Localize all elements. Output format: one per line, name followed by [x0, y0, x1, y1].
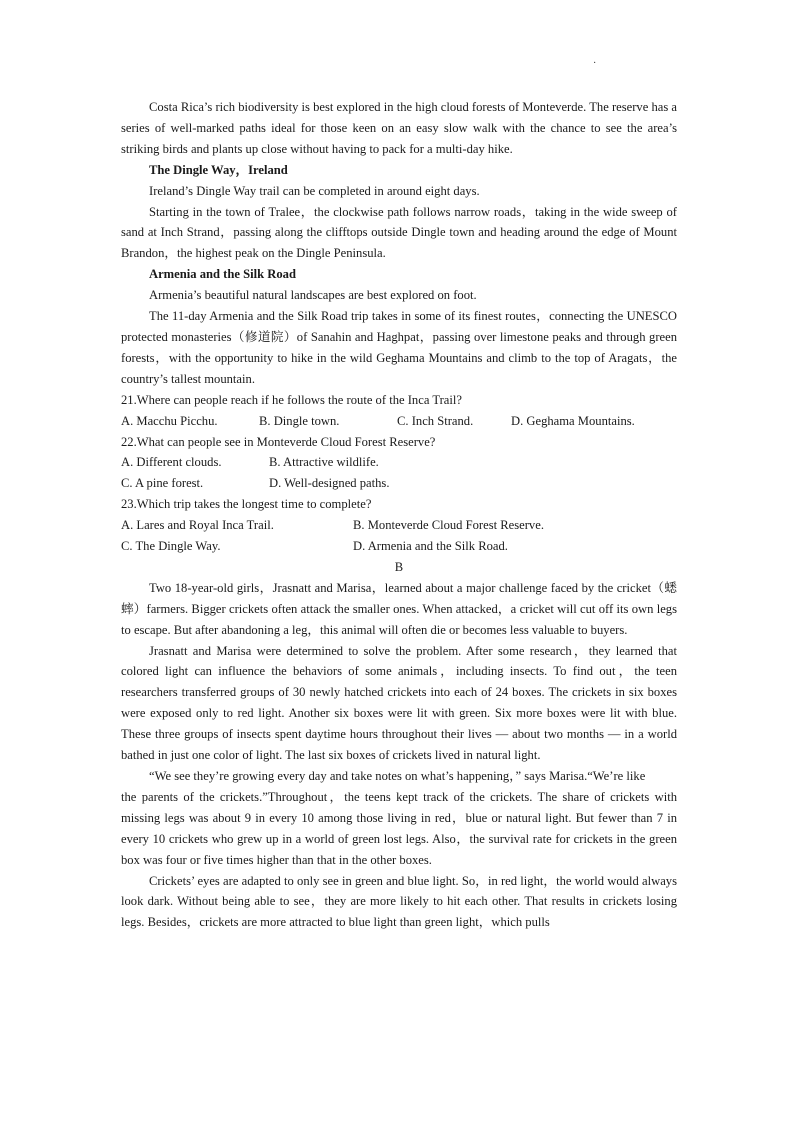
- option-22-d: D. Well-designed paths.: [269, 476, 390, 491]
- passage-a-paragraph-armenia-route: The 11-day Armenia and the Silk Road trip takes in some of its finest routes，connecting the UNESCO protected monasteries（修道院）of Sanahin and Haghpat，passing over limestone peaks and through green forests，with the opportunity to hike in the wild Geghama Mountains and climb to the top of Aragats，the country’s tallest mountain.: [121, 309, 677, 386]
- passage-a-paragraph-dingle-intro: Ireland’s Dingle Way trail can be completed in around eight days.: [149, 183, 480, 198]
- question-22: 22.What can people see in Monteverde Cloud Forest Reserve?: [121, 434, 436, 449]
- page-content: [121, 97, 677, 933]
- option-23-c: C. The Dingle Way.: [121, 539, 221, 554]
- heading-armenia: Armenia and the Silk Road: [149, 267, 296, 282]
- option-23-a: A. Lares and Royal Inca Trail.: [121, 518, 274, 533]
- option-21-b: B. Dingle town.: [259, 413, 340, 428]
- question-21: 21.Where can people reach if he follows the route of the Inca Trail?: [121, 392, 462, 407]
- question-21-options: [121, 411, 677, 432]
- passage-b-paragraph-3-start: “We see they’re growing every day and take notes on what’s happening，” says Marisa.“We’re like: [149, 769, 646, 783]
- question-23-options-row-1: [121, 515, 677, 536]
- question-22-options-row-2: [121, 473, 677, 494]
- passage-a-paragraph-monteverde: Costa Rica’s rich biodiversity is best explored in the high cloud forests of Monteverde. The reserve has a series of well-marked paths ideal for those keen on an easy slow walk with the chance to see the area’s striking birds and plants up close without having to pack for a multi-day hike.: [121, 100, 677, 156]
- option-21-c: C. Inch Strand.: [397, 413, 474, 428]
- passage-b-paragraph-4: Crickets’ eyes are adapted to only see in green and blue light. So，in red light，the world would always look dark. Without being able to see，they are more likely to hit each other. That results in crickets losing legs. Besides，crickets are more attracted to blue light than green light，which pulls: [121, 873, 677, 930]
- option-22-a: A. Different clouds.: [121, 455, 222, 470]
- heading-dingle-way: The Dingle Way，Ireland: [149, 162, 288, 177]
- option-22-b: B. Attractive wildlife.: [269, 455, 379, 470]
- option-21-a: A. Macchu Picchu.: [121, 413, 218, 428]
- question-22-options-row-1: [121, 452, 677, 473]
- passage-a-paragraph-armenia-intro: Armenia’s beautiful natural landscapes are best explored on foot.: [149, 288, 477, 303]
- option-21-d: D. Geghama Mountains.: [511, 413, 635, 428]
- passage-b-paragraph-1: Two 18-year-old girls，Jrasnatt and Marisa，learned about a major challenge faced by the cricket（蟋蟀）farmers. Bigger crickets often attack the smaller ones. When attacked，a cricket will cut off its own legs to escape. But after abandoning a leg，this animal will often die or becomes less valuable to buyers.: [121, 580, 677, 637]
- section-label-b: B: [394, 559, 404, 574]
- question-23-options-row-2: [121, 536, 677, 557]
- passage-b-paragraph-3-continued: the parents of the crickets.”Throughout，the teens kept track of the crickets. The share of crickets with missing legs was about 9 in every 10 among those living in red，blue or natural light. But fewer than 7 in every 10 crickets who grew up in a world of green lost legs. Also，the survival rate for crickets in the green box was four or five times higher than that in the other boxes.: [121, 789, 677, 867]
- option-22-c: C. A pine forest.: [121, 476, 204, 491]
- option-23-b: B. Monteverde Cloud Forest Reserve.: [353, 518, 544, 533]
- question-23: 23.Which trip takes the longest time to complete?: [121, 497, 372, 512]
- passage-a-paragraph-dingle-route: Starting in the town of Tralee，the clockwise path follows narrow roads，taking in the wide sweep of sand at Inch Strand，passing along the clifftops outside Dingle town and heading around the edge of Mount Brandon，the highest peak on the Dingle Peninsula.: [121, 204, 677, 261]
- passage-b-paragraph-2: Jrasnatt and Marisa were determined to solve the problem. After some research，they learned that colored light can influence the behaviors of some animals，including insects. To find out，the teen researchers transferred groups of 30 newly hatched crickets into each of 24 boxes. The crickets in six boxes were exposed only to red light. Another six boxes were lit with green. Six more boxes were lit with blue. These three groups of insects spent daytime hours throughout their lives — about two months — in a world bathed in just one color of light. The last six boxes of crickets lived in natural light.: [121, 643, 677, 763]
- corner-mark: ·: [593, 58, 597, 69]
- option-23-d: D. Armenia and the Silk Road.: [353, 539, 508, 554]
